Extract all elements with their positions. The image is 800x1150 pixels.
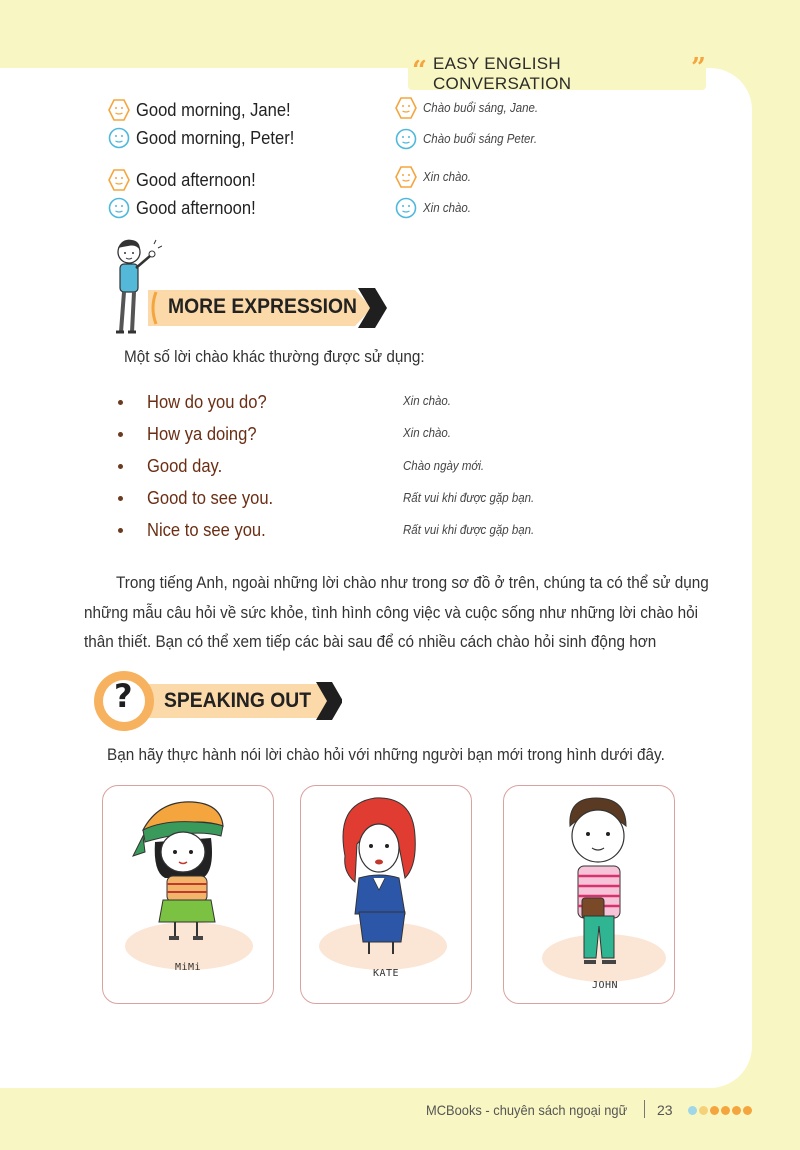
more-expression-banner xyxy=(100,234,400,338)
character-card-kate xyxy=(300,785,472,1004)
dialogue-vi-text: Xin chào. xyxy=(423,201,471,215)
character-card-mimi xyxy=(102,785,274,1004)
orange-speaker-face-icon xyxy=(108,169,130,191)
bullet-icon xyxy=(118,400,123,405)
dialogue-line-2 xyxy=(108,127,308,149)
blue-speaker-face-icon xyxy=(108,197,130,219)
bullet-icon xyxy=(118,528,123,533)
bullet-icon xyxy=(118,432,123,437)
expression-item xyxy=(118,392,277,413)
speaking-out-banner xyxy=(92,668,342,732)
expression-vi: Chào ngày mới. xyxy=(403,459,485,473)
speaking-out-instruction: Bạn hãy thực hành nói lời chào hỏi với những người bạn mới trong hình dưới đây. xyxy=(107,745,665,764)
expression-item xyxy=(118,520,276,541)
dialogue-vi-text: Chào buổi sáng, Jane. xyxy=(423,101,539,115)
waving-boy-illustration-icon xyxy=(102,234,162,336)
footer-dot-icon xyxy=(688,1106,697,1115)
expression-vi: Rất vui khi được gặp bạn. xyxy=(403,491,535,505)
expression-item xyxy=(118,424,266,445)
dialogue-en-text: Good morning, Peter! xyxy=(136,127,295,148)
orange-speaker-face-icon xyxy=(395,166,417,188)
bullet-icon xyxy=(118,464,123,469)
dialogue-en-text: Good afternoon! xyxy=(136,169,256,190)
dialogue-en-text: Good afternoon! xyxy=(136,197,256,218)
bullet-icon xyxy=(118,496,123,501)
footer-dot-icon xyxy=(721,1106,730,1115)
expression-en: Nice to see you. xyxy=(147,520,266,540)
page-header-title: EASY ENGLISH CONVERSATION xyxy=(432,54,572,93)
dialogue-vi-text: Chào buổi sáng Peter. xyxy=(423,132,538,146)
expression-vi: Xin chào. xyxy=(403,394,451,408)
footer-dot-icon xyxy=(743,1106,752,1115)
character-name-kate: KATE xyxy=(373,968,400,979)
footer-dot-icon xyxy=(732,1106,741,1115)
paragraph-line-1: Trong tiếng Anh, ngoài những lời chào như trong sơ đồ ở trên, chúng ta có thể sử dụng xyxy=(116,573,709,592)
speaking-out-title: SPEAKING OUT xyxy=(164,689,312,712)
question-mark-icon: ? xyxy=(114,677,133,715)
dialogue-translation-1 xyxy=(395,97,548,119)
character-name-john: JOHN xyxy=(592,980,619,991)
close-quote-icon: ” xyxy=(691,53,706,83)
blue-speaker-face-icon xyxy=(108,127,130,149)
paragraph-line-2: những mẫu câu hỏi về sức khỏe, tình hình công việc và cuộc sống như những lời chào hỏi xyxy=(84,603,699,622)
expression-vi: Rất vui khi được gặp bạn. xyxy=(403,523,535,537)
footer-dot-icon xyxy=(710,1106,719,1115)
page-number: 23 xyxy=(657,1102,673,1118)
dialogue-translation-3 xyxy=(395,166,475,188)
dialogue-en-text: Good morning, Jane! xyxy=(136,99,291,120)
expression-item xyxy=(118,488,284,509)
expression-vi: Xin chào. xyxy=(403,426,451,440)
more-expression-title: MORE EXPRESSION xyxy=(168,295,357,318)
blue-speaker-face-icon xyxy=(395,197,417,219)
expression-item xyxy=(118,456,229,477)
footer-divider xyxy=(644,1100,645,1118)
open-quote-icon: “ xyxy=(412,56,427,86)
expression-en: How do you do? xyxy=(147,392,267,412)
dialogue-line-1 xyxy=(108,99,304,121)
character-card-john xyxy=(503,785,675,1004)
orange-speaker-face-icon xyxy=(395,97,417,119)
orange-speaker-face-icon xyxy=(108,99,130,121)
header-tag xyxy=(408,53,706,93)
paragraph-line-3: thân thiết. Bạn có thể xem tiếp các bài sau để có nhiều cách chào hỏi sinh động hơn xyxy=(84,632,657,651)
blue-speaker-face-icon xyxy=(395,128,417,150)
boy-with-bag-illustration-icon xyxy=(504,786,675,1004)
dialogue-translation-4 xyxy=(395,197,475,219)
footer-publisher: MCBooks - chuyên sách ngoại ngữ xyxy=(426,1102,628,1118)
expression-en: How ya doing? xyxy=(147,424,257,444)
more-expression-intro: Một số lời chào khác thường được sử dụng: xyxy=(124,347,425,366)
dialogue-line-4 xyxy=(108,197,266,219)
dialogue-translation-2 xyxy=(395,128,547,150)
dialogue-vi-text: Xin chào. xyxy=(423,170,471,184)
expression-en: Good day. xyxy=(147,456,223,476)
dialogue-line-3 xyxy=(108,169,266,191)
character-name-mimi: MiMi xyxy=(175,962,202,973)
expression-en: Good to see you. xyxy=(147,488,274,508)
footer-dot-icon xyxy=(699,1106,708,1115)
